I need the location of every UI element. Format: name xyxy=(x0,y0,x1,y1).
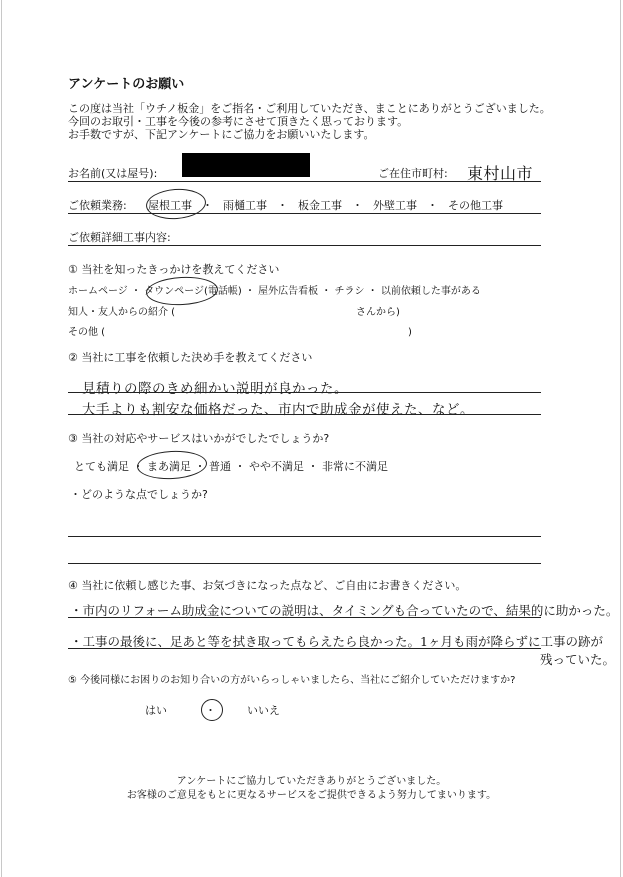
detail-label: ご依頼詳細工事内容: xyxy=(68,231,171,244)
q2-answer-line-2: 大手よりも割安な価格だった、市内で助成金が使えた、など。 xyxy=(82,402,474,418)
q5-question: ⑤ 今後同様にお困りのお知り合いの方がいらっしゃいましたら、当社にご紹介していただけますか? xyxy=(68,675,516,686)
scan-edge-left xyxy=(1,0,2,877)
q5-no: いいえ xyxy=(247,704,280,717)
q1-referral-label: 知人・友人からの紹介 ( xyxy=(68,307,176,318)
redacted-name xyxy=(182,153,310,177)
q2-answer-line-1: 見積りの際のきめ細かい説明が良かった。 xyxy=(82,381,348,397)
q5-yes: はい xyxy=(145,704,167,717)
footer-line-1: アンケートにご協力していただきありがとうございました。 xyxy=(176,776,447,787)
q1-referral-suffix: さんから) xyxy=(356,307,400,318)
q5-dot: ・ xyxy=(205,704,216,717)
q3-line-1 xyxy=(68,536,541,537)
page-title: アンケートのお願い xyxy=(68,77,185,92)
q4-answer-line-2: ・工事の最後に、足あと等を拭き取ってもらえたら良かった。1ヶ月も雨が降らずに工事の跡が xyxy=(70,634,603,649)
circle-mark-townpage xyxy=(145,275,218,307)
q3-question: ③ 当社の対応やサービスはいかがでしたでしょうか? xyxy=(68,432,330,445)
q2-line-2 xyxy=(68,414,541,415)
request-underline xyxy=(68,213,541,214)
q2-question: ② 当社に工事を依頼した決め手を教えてください xyxy=(68,351,313,364)
q3-line-2 xyxy=(68,563,541,564)
q4-question: ④ 当社に依頼し感じた事、お気づきになった点など、ご自由にお書きください。 xyxy=(68,579,467,592)
footer-line-2: お客様のご意見をもとに更なるサービスをご提供できるよう努力してまいります。 xyxy=(126,790,497,801)
circle-mark-dot xyxy=(201,699,223,721)
name-label: お名前(又は屋号): xyxy=(68,167,158,180)
option-roof: 屋根工事 xyxy=(148,199,192,212)
q3-sub-question: ・どのような点でしょうか? xyxy=(70,488,208,501)
q1-question: ① 当社を知ったきっかけを教えてください xyxy=(68,263,280,276)
q1-other-label: その他 ( xyxy=(68,327,106,338)
option-sep: ・ xyxy=(427,199,438,212)
circle-mark-roof xyxy=(145,187,207,221)
scan-edge-right xyxy=(620,0,621,877)
option-other: その他工事 xyxy=(448,199,503,212)
option-sheetmetal: 板金工事 xyxy=(298,199,342,212)
q4-answer-line-3: 残っていた。 xyxy=(540,652,616,667)
option-exterior-wall: 外壁工事 xyxy=(373,199,417,212)
intro-line-2: 今回のお取引・工事を今後の参考にさせて頂きたく思っております。 xyxy=(68,115,409,128)
option-sep: ・ xyxy=(202,199,213,212)
option-sep: ・ xyxy=(352,199,363,212)
q4-line-1 xyxy=(68,617,541,618)
q1-other-close: ) xyxy=(408,327,412,338)
option-sep: ・ xyxy=(277,199,288,212)
q4-answer-line-1: ・市内のリフォーム助成金についての説明は、タイミングも合っていたので、結果的に助かった。 xyxy=(70,603,619,618)
intro-line-3: お手数ですが、下記アンケートにご協力をお願いいたします。 xyxy=(68,128,375,141)
detail-underline xyxy=(68,245,541,246)
q4-line-2 xyxy=(68,648,541,649)
q1-options-row: ホームページ ・ タウンページ(電話帳) ・ 屋外広告看板 ・ チラシ ・ 以前依頼した事がある xyxy=(68,286,481,297)
option-gutter: 雨樋工事 xyxy=(223,199,267,212)
q2-line-1 xyxy=(68,392,541,393)
city-value: 東村山市 xyxy=(467,164,534,183)
circle-mark-fairly-satisfied xyxy=(136,449,207,481)
request-label: ご依頼業務: xyxy=(68,199,127,212)
intro-line-1: この度は当社「ウチノ板金」をご指名・ご利用していただき、まことにありがとうございました。 xyxy=(68,102,551,115)
city-label: ご在住市町村: xyxy=(378,167,448,180)
q3-options: とても満足 ・ まあ満足 ・ 普通 ・ やや不満足 ・ 非常に不満足 xyxy=(74,460,388,473)
